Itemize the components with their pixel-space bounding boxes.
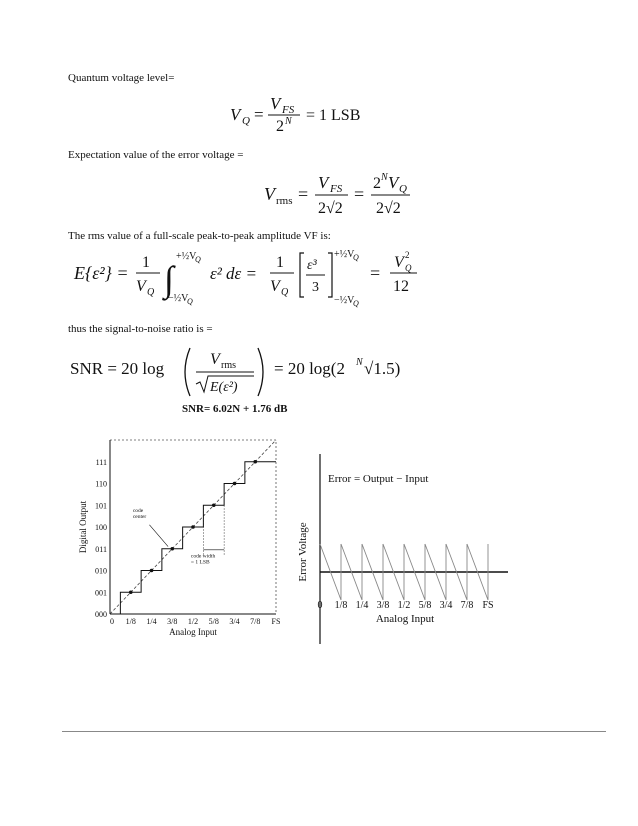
- plot1-point-2: [150, 569, 154, 573]
- error-plot: [292, 448, 522, 653]
- eq3-lower-sub: Q: [187, 297, 193, 306]
- eq4-num: V: [210, 351, 220, 368]
- eq3-vq-b-sub: Q: [281, 287, 289, 298]
- snr-result: SNR= 6.02N + 1.76 dB: [182, 403, 288, 415]
- eq1-rhs: = 1 LSB: [306, 107, 361, 124]
- quantum-voltage-label: Quantum voltage level=: [68, 72, 175, 84]
- plot2-xtick-2: 1/4: [355, 600, 369, 611]
- eq4-den: E(ε²): [210, 380, 238, 395]
- eq2-frac2-den: 2√2: [376, 200, 401, 217]
- plot1-ytick-7: 111: [95, 457, 107, 467]
- eq2-frac1-num-sub: FS: [330, 183, 343, 195]
- expectation-label: Expectation value of the error voltage =: [68, 149, 244, 161]
- plot2-xtick-7: 7/8: [460, 600, 474, 611]
- plot1-annotation-width: code width: [190, 553, 216, 560]
- plot1-xtick-7: 7/8: [250, 617, 261, 626]
- eq3-one-b: 1: [276, 254, 284, 271]
- plot1-staircase: [110, 462, 276, 614]
- eq4-rhs-a: = 20 log(2: [274, 359, 345, 378]
- plot1-xtick-2: 1/4: [146, 617, 157, 626]
- eq1-num-sub: FS: [282, 104, 295, 116]
- eq3-result-num-sup: 2: [405, 250, 410, 260]
- plot2-xtick-4: 1/2: [397, 600, 411, 611]
- plot1-point-3: [170, 547, 174, 551]
- transfer-function-plot: [76, 430, 286, 645]
- error-plot-svg: [292, 448, 522, 648]
- eq3-integral-sign: ∫: [164, 259, 174, 299]
- plot1-xtick-4: 1/2: [187, 617, 199, 626]
- plot1-ytick-0: 000: [95, 610, 107, 619]
- eq4-num-sub: rms: [221, 360, 236, 371]
- eq3-three: 3: [312, 280, 319, 295]
- plot1-xtick-1: 1/8: [125, 617, 136, 626]
- plot2-title: Error = Output − Input: [328, 473, 429, 485]
- transfer-function-svg: [76, 430, 286, 640]
- eq2-frac2-num-v: V: [388, 173, 399, 192]
- eq2-frac1-num: V: [318, 173, 329, 192]
- eq2-equals1: =: [298, 184, 309, 204]
- plot2-xlabel: Analog Input: [375, 613, 435, 625]
- eq3-lower-b-sub: Q: [353, 299, 359, 308]
- plot1-xtick-0: 0: [110, 617, 114, 626]
- plot1-ylabel: Digital Output: [78, 500, 88, 554]
- plot1-ytick-2: 010: [95, 566, 107, 576]
- plot2-ylabel: Error Voltage: [297, 522, 309, 582]
- eq1-num: V: [270, 94, 281, 113]
- plot1-point-1: [129, 590, 133, 594]
- plot1-xtick-3: 3/8: [167, 617, 178, 626]
- plot1-point-4: [191, 525, 195, 529]
- eq3-eps-cubed: ε³: [307, 258, 317, 273]
- eq3-upper-sub: Q: [195, 255, 201, 264]
- footer-divider: [62, 731, 606, 732]
- eq4-right-paren: [258, 348, 263, 396]
- plot1-ytick-6: 110: [95, 479, 107, 489]
- eq3-upper: +½V: [176, 251, 197, 262]
- eq1-lhs: V: [230, 105, 241, 124]
- plot2-xtick-1: 1/8: [334, 600, 348, 611]
- plot2-xtick-5: 5/8: [418, 600, 432, 611]
- eq4-rhs-b: √1.5): [364, 359, 401, 378]
- plot1-ytick-1: 001: [95, 588, 107, 598]
- plot1-point-7: [253, 460, 257, 464]
- eq3-vq-b: V: [270, 278, 280, 295]
- eq1-den-sup: N: [285, 116, 292, 127]
- plot2-xtick-8: FS: [482, 600, 494, 611]
- eq2-frac2-num-sub: Q: [399, 183, 407, 195]
- plot1-ytick-4: 100: [95, 523, 107, 532]
- plot1-xtick-5: 5/8: [208, 617, 219, 626]
- eq3-upper-b-sub: Q: [353, 253, 359, 262]
- eq4-left-paren: [185, 348, 190, 396]
- plot2-xtick-3: 3/8: [376, 600, 390, 611]
- eq2-equals2: =: [354, 184, 365, 204]
- eq3-lower: −½V: [168, 293, 189, 304]
- eq4-lhs: SNR = 20 log: [70, 359, 165, 378]
- plot1-ytick-5: 101: [95, 501, 107, 511]
- eq3-lower-b: −½V: [334, 295, 355, 306]
- eq1-den: 2: [276, 118, 284, 135]
- plot1-point-5: [212, 503, 216, 507]
- eq2-frac2-num-sup: N: [381, 172, 388, 183]
- eq3-left-bracket: [300, 253, 304, 297]
- eq3-vq-a-sub: Q: [147, 287, 155, 298]
- eq3-equals-final: =: [370, 263, 381, 283]
- equation-snr: [68, 344, 401, 405]
- eq1-equals: =: [254, 105, 264, 124]
- eq2-lhs-sub: rms: [276, 195, 293, 207]
- eq3-integrand: ε² dε =: [210, 264, 257, 283]
- eq2-lhs: V: [264, 184, 275, 204]
- plot1-xtick-8: FS: [271, 617, 281, 626]
- eq3-result-den: 12: [393, 278, 409, 295]
- eq2-frac2-num: 2: [373, 175, 381, 192]
- plot2-xtick-0: 0: [317, 600, 323, 611]
- eq4-rhs-sup: N: [356, 357, 363, 368]
- plot1-annotation-center: center: [132, 513, 147, 520]
- eq3-vq-a: V: [136, 278, 146, 295]
- eq1-lhs-sub: Q: [242, 115, 250, 127]
- rms-label: The rms value of a full-scale peak-to-peak amplitude VF is:: [68, 230, 331, 242]
- eq3-result-num: V: [394, 254, 404, 271]
- eq3-right-bracket: [328, 253, 332, 297]
- plot2-xtick-6: 3/4: [439, 600, 453, 611]
- plot1-point-6: [233, 482, 237, 486]
- plot1-xlabel: Analog Input: [169, 627, 217, 637]
- eq3-lhs: E{ε²} =: [74, 263, 129, 283]
- eq3-one-a: 1: [142, 254, 150, 271]
- plot1-annotation-lsb: = 1 LSB: [190, 559, 210, 566]
- plot1-annotation-code-arrow: [149, 525, 168, 547]
- snr-label: thus the signal-to-noise ratio is =: [68, 323, 213, 335]
- equation-quantum-voltage: [228, 92, 378, 143]
- eq2-frac1-den: 2√2: [318, 200, 343, 217]
- eq3-result-num-sub: Q: [405, 263, 412, 273]
- equation-vrms: [262, 170, 422, 227]
- plot1-ytick-3: 011: [95, 544, 107, 554]
- eq3-upper-b: +½V: [334, 249, 355, 260]
- equation-expectation-integral: [72, 245, 432, 312]
- plot1-annotation-code: code: [132, 507, 144, 514]
- plot1-xtick-6: 3/4: [229, 617, 240, 626]
